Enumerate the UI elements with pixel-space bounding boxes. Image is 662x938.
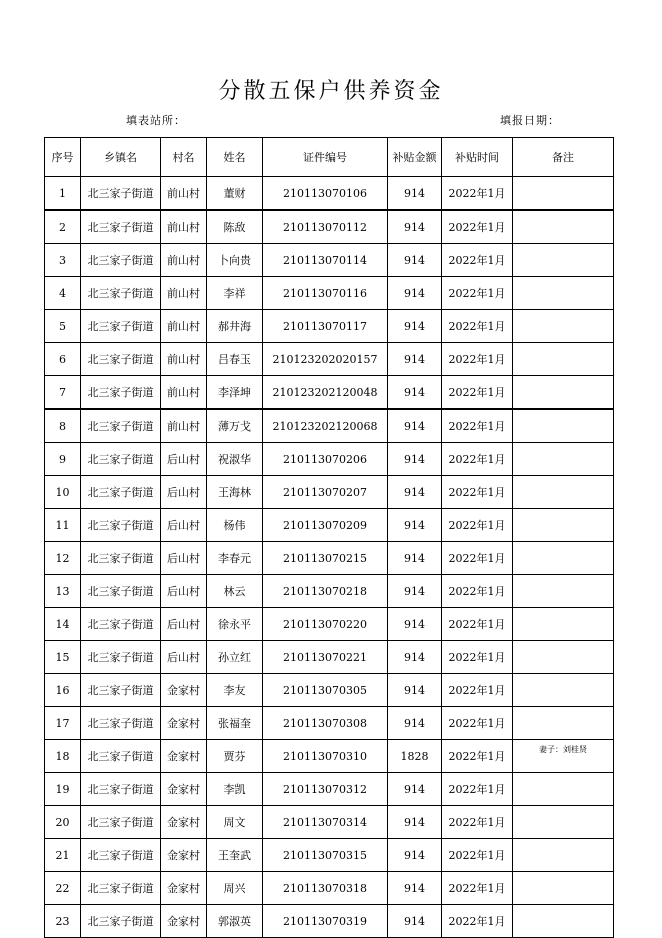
cell-time: 2022年1月: [442, 476, 513, 509]
cell-id: 210113070220: [263, 608, 388, 641]
cell-id: 210113070207: [263, 476, 388, 509]
table-row: [45, 409, 614, 443]
cell-town: 北三家子街道: [81, 177, 161, 211]
cell-note: [513, 409, 614, 443]
cell-village: 金家村: [161, 839, 207, 872]
cell-id: 210113070308: [263, 707, 388, 740]
cell-no: 21: [45, 839, 81, 872]
cell-town: 北三家子街道: [81, 310, 161, 343]
cell-village: 前山村: [161, 177, 207, 211]
cell-town: 北三家子街道: [81, 773, 161, 806]
station-label: 填表站所：: [126, 114, 186, 127]
table-row: [45, 905, 614, 938]
page-title: 分散五保户供养资金: [218, 79, 444, 104]
cell-name: 李泽坤: [207, 376, 263, 410]
cell-name: 吕春玉: [207, 343, 263, 376]
table-row: [45, 806, 614, 839]
cell-name: 林云: [207, 575, 263, 608]
cell-note: [513, 376, 614, 410]
table-row: [45, 244, 614, 277]
cell-note: [513, 608, 614, 641]
table-row: [45, 476, 614, 509]
cell-time: 2022年1月: [442, 707, 513, 740]
cell-name: 薄万戈: [207, 409, 263, 443]
cell-town: 北三家子街道: [81, 277, 161, 310]
cell-village: 后山村: [161, 443, 207, 476]
cell-no: 4: [45, 277, 81, 310]
cell-note: [513, 641, 614, 674]
cell-amount: 914: [388, 839, 442, 872]
cell-id: 210113070215: [263, 542, 388, 575]
cell-amount: 914: [388, 409, 442, 443]
cell-time: 2022年1月: [442, 542, 513, 575]
cell-note: [513, 839, 614, 872]
table-row: [45, 177, 614, 211]
table-row: [45, 376, 614, 410]
header-cell: 序号: [45, 138, 81, 177]
cell-name: 孙立红: [207, 641, 263, 674]
cell-note: [513, 575, 614, 608]
cell-id: 210123202020157: [263, 343, 388, 376]
cell-village: 前山村: [161, 210, 207, 244]
cell-time: 2022年1月: [442, 443, 513, 476]
cell-id: 210113070209: [263, 509, 388, 542]
cell-id: 210123202120068: [263, 409, 388, 443]
cell-note: [513, 310, 614, 343]
cell-name: 王海林: [207, 476, 263, 509]
header-cell: 补贴金额: [388, 138, 442, 177]
cell-village: 金家村: [161, 674, 207, 707]
header-cell: 补贴时间: [442, 138, 513, 177]
cell-note: [513, 244, 614, 277]
table-row: [45, 740, 614, 773]
cell-village: 后山村: [161, 608, 207, 641]
cell-village: 前山村: [161, 376, 207, 410]
cell-no: 10: [45, 476, 81, 509]
cell-no: 7: [45, 376, 81, 410]
cell-amount: 914: [388, 343, 442, 376]
table-row: [45, 608, 614, 641]
cell-id: 210113070206: [263, 443, 388, 476]
cell-amount: 914: [388, 210, 442, 244]
table-row: [45, 443, 614, 476]
cell-town: 北三家子街道: [81, 608, 161, 641]
cell-name: 陈敌: [207, 210, 263, 244]
cell-village: 前山村: [161, 244, 207, 277]
cell-time: 2022年1月: [442, 376, 513, 410]
cell-name: 李友: [207, 674, 263, 707]
cell-town: 北三家子街道: [81, 376, 161, 410]
cell-town: 北三家子街道: [81, 210, 161, 244]
cell-id: 210113070221: [263, 641, 388, 674]
cell-village: 金家村: [161, 905, 207, 938]
cell-id: 210113070312: [263, 773, 388, 806]
cell-village: 金家村: [161, 773, 207, 806]
table-row: [45, 343, 614, 376]
cell-town: 北三家子街道: [81, 476, 161, 509]
cell-note: [513, 542, 614, 575]
cell-no: 5: [45, 310, 81, 343]
cell-village: 金家村: [161, 872, 207, 905]
cell-name: 贾芬: [207, 740, 263, 773]
cell-town: 北三家子街道: [81, 674, 161, 707]
cell-no: 13: [45, 575, 81, 608]
cell-no: 22: [45, 872, 81, 905]
cell-no: 19: [45, 773, 81, 806]
cell-time: 2022年1月: [442, 740, 513, 773]
cell-name: 卜向贵: [207, 244, 263, 277]
cell-id: 210113070305: [263, 674, 388, 707]
cell-name: 郭淑英: [207, 905, 263, 938]
cell-name: 王奎武: [207, 839, 263, 872]
cell-id: 210113070112: [263, 210, 388, 244]
cell-id: 210113070318: [263, 872, 388, 905]
cell-id: 210113070315: [263, 839, 388, 872]
cell-no: 11: [45, 509, 81, 542]
cell-village: 金家村: [161, 806, 207, 839]
cell-id: 210113070106: [263, 177, 388, 211]
cell-no: 1: [45, 177, 81, 211]
cell-time: 2022年1月: [442, 310, 513, 343]
header-cell: 村名: [161, 138, 207, 177]
cell-time: 2022年1月: [442, 641, 513, 674]
cell-town: 北三家子街道: [81, 443, 161, 476]
cell-time: 2022年1月: [442, 509, 513, 542]
cell-amount: 914: [388, 177, 442, 211]
cell-amount: 914: [388, 376, 442, 410]
cell-name: 张福奎: [207, 707, 263, 740]
cell-amount: 914: [388, 773, 442, 806]
cell-village: 前山村: [161, 343, 207, 376]
table-row: [45, 542, 614, 575]
cell-no: 8: [45, 409, 81, 443]
cell-note: [513, 773, 614, 806]
cell-no: 12: [45, 542, 81, 575]
header-cell: 乡镇名: [81, 138, 161, 177]
table-row: [45, 839, 614, 872]
cell-amount: 914: [388, 674, 442, 707]
cell-name: 周文: [207, 806, 263, 839]
cell-note: [513, 210, 614, 244]
header-cell: 备注: [513, 138, 614, 177]
cell-time: 2022年1月: [442, 244, 513, 277]
cell-amount: 914: [388, 905, 442, 938]
cell-id: 210113070116: [263, 277, 388, 310]
cell-village: 后山村: [161, 509, 207, 542]
cell-town: 北三家子街道: [81, 839, 161, 872]
cell-time: 2022年1月: [442, 806, 513, 839]
cell-time: 2022年1月: [442, 210, 513, 244]
subsidy-table: [44, 137, 614, 938]
cell-note: [513, 674, 614, 707]
cell-note: [513, 872, 614, 905]
cell-id: 210113070218: [263, 575, 388, 608]
cell-amount: 914: [388, 244, 442, 277]
cell-town: 北三家子街道: [81, 641, 161, 674]
cell-amount: 914: [388, 443, 442, 476]
cell-name: 徐永平: [207, 608, 263, 641]
table-row: [45, 575, 614, 608]
cell-town: 北三家子街道: [81, 343, 161, 376]
table-row: [45, 872, 614, 905]
cell-no: 14: [45, 608, 81, 641]
cell-no: 6: [45, 343, 81, 376]
table-row: [45, 641, 614, 674]
cell-village: 前山村: [161, 310, 207, 343]
cell-id: 210113070314: [263, 806, 388, 839]
table-body: [45, 177, 614, 938]
cell-note: [513, 509, 614, 542]
table-row: [45, 773, 614, 806]
cell-town: 北三家子街道: [81, 707, 161, 740]
cell-name: 李春元: [207, 542, 263, 575]
cell-note: [513, 277, 614, 310]
cell-note: 妻子：刘桂贤: [513, 740, 614, 773]
cell-note: [513, 476, 614, 509]
cell-amount: 914: [388, 509, 442, 542]
table-row: [45, 674, 614, 707]
table-row: [45, 277, 614, 310]
cell-no: 3: [45, 244, 81, 277]
cell-time: 2022年1月: [442, 839, 513, 872]
cell-no: 2: [45, 210, 81, 244]
cell-no: 16: [45, 674, 81, 707]
cell-time: 2022年1月: [442, 608, 513, 641]
cell-village: 后山村: [161, 542, 207, 575]
cell-id: 210113070310: [263, 740, 388, 773]
cell-town: 北三家子街道: [81, 806, 161, 839]
cell-town: 北三家子街道: [81, 575, 161, 608]
cell-town: 北三家子街道: [81, 740, 161, 773]
cell-time: 2022年1月: [442, 177, 513, 211]
cell-amount: 914: [388, 872, 442, 905]
cell-no: 9: [45, 443, 81, 476]
cell-no: 17: [45, 707, 81, 740]
cell-amount: 914: [388, 310, 442, 343]
cell-amount: 914: [388, 608, 442, 641]
cell-note: [513, 707, 614, 740]
cell-village: 前山村: [161, 409, 207, 443]
cell-name: 李凯: [207, 773, 263, 806]
header-cell: 证件编号: [263, 138, 388, 177]
cell-id: 210113070114: [263, 244, 388, 277]
cell-time: 2022年1月: [442, 674, 513, 707]
cell-time: 2022年1月: [442, 872, 513, 905]
table-row: [45, 707, 614, 740]
cell-town: 北三家子街道: [81, 872, 161, 905]
cell-time: 2022年1月: [442, 905, 513, 938]
cell-name: 郝井海: [207, 310, 263, 343]
cell-village: 后山村: [161, 476, 207, 509]
cell-id: 210113070319: [263, 905, 388, 938]
cell-time: 2022年1月: [442, 277, 513, 310]
cell-no: 18: [45, 740, 81, 773]
cell-name: 杨伟: [207, 509, 263, 542]
cell-name: 李祥: [207, 277, 263, 310]
table-row: [45, 210, 614, 244]
cell-note: [513, 343, 614, 376]
cell-village: 后山村: [161, 575, 207, 608]
cell-village: 前山村: [161, 277, 207, 310]
cell-amount: 914: [388, 641, 442, 674]
cell-id: 210113070117: [263, 310, 388, 343]
cell-amount: 914: [388, 277, 442, 310]
cell-name: 祝淑华: [207, 443, 263, 476]
cell-village: 金家村: [161, 707, 207, 740]
cell-id: 210123202120048: [263, 376, 388, 410]
cell-town: 北三家子街道: [81, 905, 161, 938]
cell-amount: 914: [388, 806, 442, 839]
header-cell: 姓名: [207, 138, 263, 177]
cell-no: 15: [45, 641, 81, 674]
cell-time: 2022年1月: [442, 773, 513, 806]
cell-time: 2022年1月: [442, 409, 513, 443]
cell-note: [513, 177, 614, 211]
cell-no: 20: [45, 806, 81, 839]
cell-amount: 914: [388, 542, 442, 575]
cell-village: 后山村: [161, 641, 207, 674]
cell-name: 周兴: [207, 872, 263, 905]
cell-amount: 914: [388, 575, 442, 608]
cell-village: 金家村: [161, 740, 207, 773]
cell-note: [513, 443, 614, 476]
table-row: [45, 310, 614, 343]
cell-note: [513, 806, 614, 839]
cell-amount: 1828: [388, 740, 442, 773]
cell-town: 北三家子街道: [81, 542, 161, 575]
cell-town: 北三家子街道: [81, 244, 161, 277]
cell-town: 北三家子街道: [81, 509, 161, 542]
table-row: [45, 509, 614, 542]
cell-town: 北三家子街道: [81, 409, 161, 443]
cell-amount: 914: [388, 707, 442, 740]
cell-time: 2022年1月: [442, 343, 513, 376]
cell-time: 2022年1月: [442, 575, 513, 608]
cell-amount: 914: [388, 476, 442, 509]
cell-no: 23: [45, 905, 81, 938]
date-label: 填报日期：: [500, 114, 560, 127]
table-header-row: [45, 138, 614, 177]
cell-note: [513, 905, 614, 938]
cell-name: 董财: [207, 177, 263, 211]
